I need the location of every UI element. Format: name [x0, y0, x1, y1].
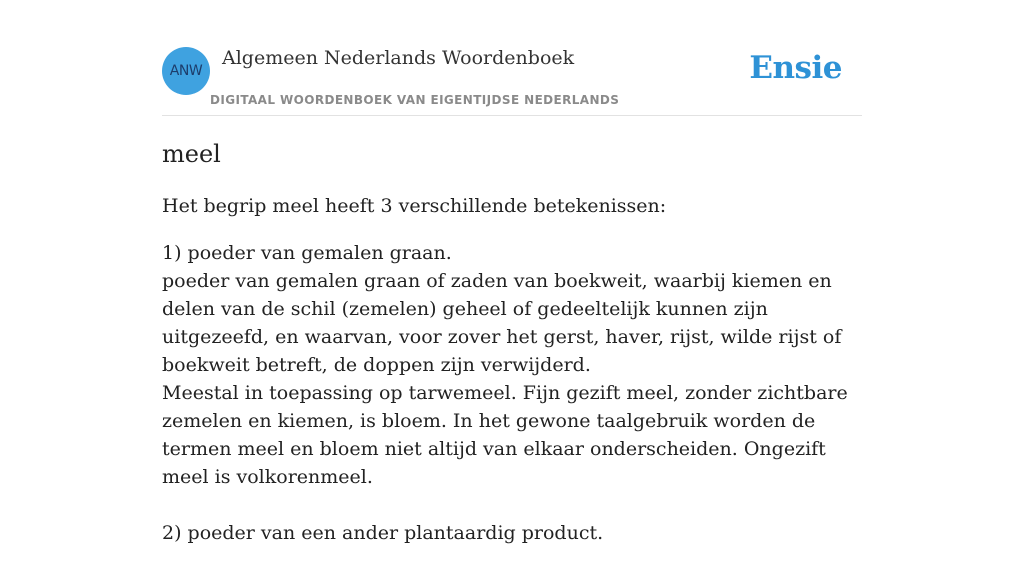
meaning-note: Meestal in toepassing op tarwemeel. Fijn gezift meel, zonder zichtbare zemelen en kiemen, is bloem. In het gewone taalgebruik worden de termen meel en bloem niet altijd van elkaar onderscheiden. Ongezift meel is volkorenmeel. [162, 382, 848, 488]
site-subtitle: DIGITAAL WOORDENBOEK VAN EIGENTIJDSE NEDERLANDS [210, 93, 620, 107]
header-divider [162, 115, 862, 116]
meanings-list [162, 239, 862, 547]
meaning-heading: 2) poeder van een ander plantaardig product. [162, 522, 604, 544]
meaning-1 [162, 239, 862, 491]
entry-content [162, 138, 862, 575]
entry-intro: Het begrip meel heeft 3 verschillende betekenissen: [162, 195, 667, 217]
anw-logo[interactable] [162, 47, 210, 95]
site-title[interactable]: Algemeen Nederlands Woordenboek [222, 47, 575, 69]
logo-text: ANW [169, 63, 203, 79]
meaning-definition: poeder van gemalen graan of zaden van boekweit, waarbij kiemen en delen van de schil (zemelen) geheel of gedeeltelijk kunnen zijn uitgezeefd, en waarvan, voor zover het gerst, haver, rijst, wilde rijst of boekweit betreft, de doppen zijn verwijderd. [162, 270, 842, 376]
ensie-brand-link[interactable]: Ensie [749, 50, 842, 86]
meaning-2 [162, 519, 862, 547]
meaning-heading: 1) poeder van gemalen graan. [162, 242, 452, 264]
entry-word: meel [162, 140, 221, 168]
site-header [162, 46, 862, 116]
